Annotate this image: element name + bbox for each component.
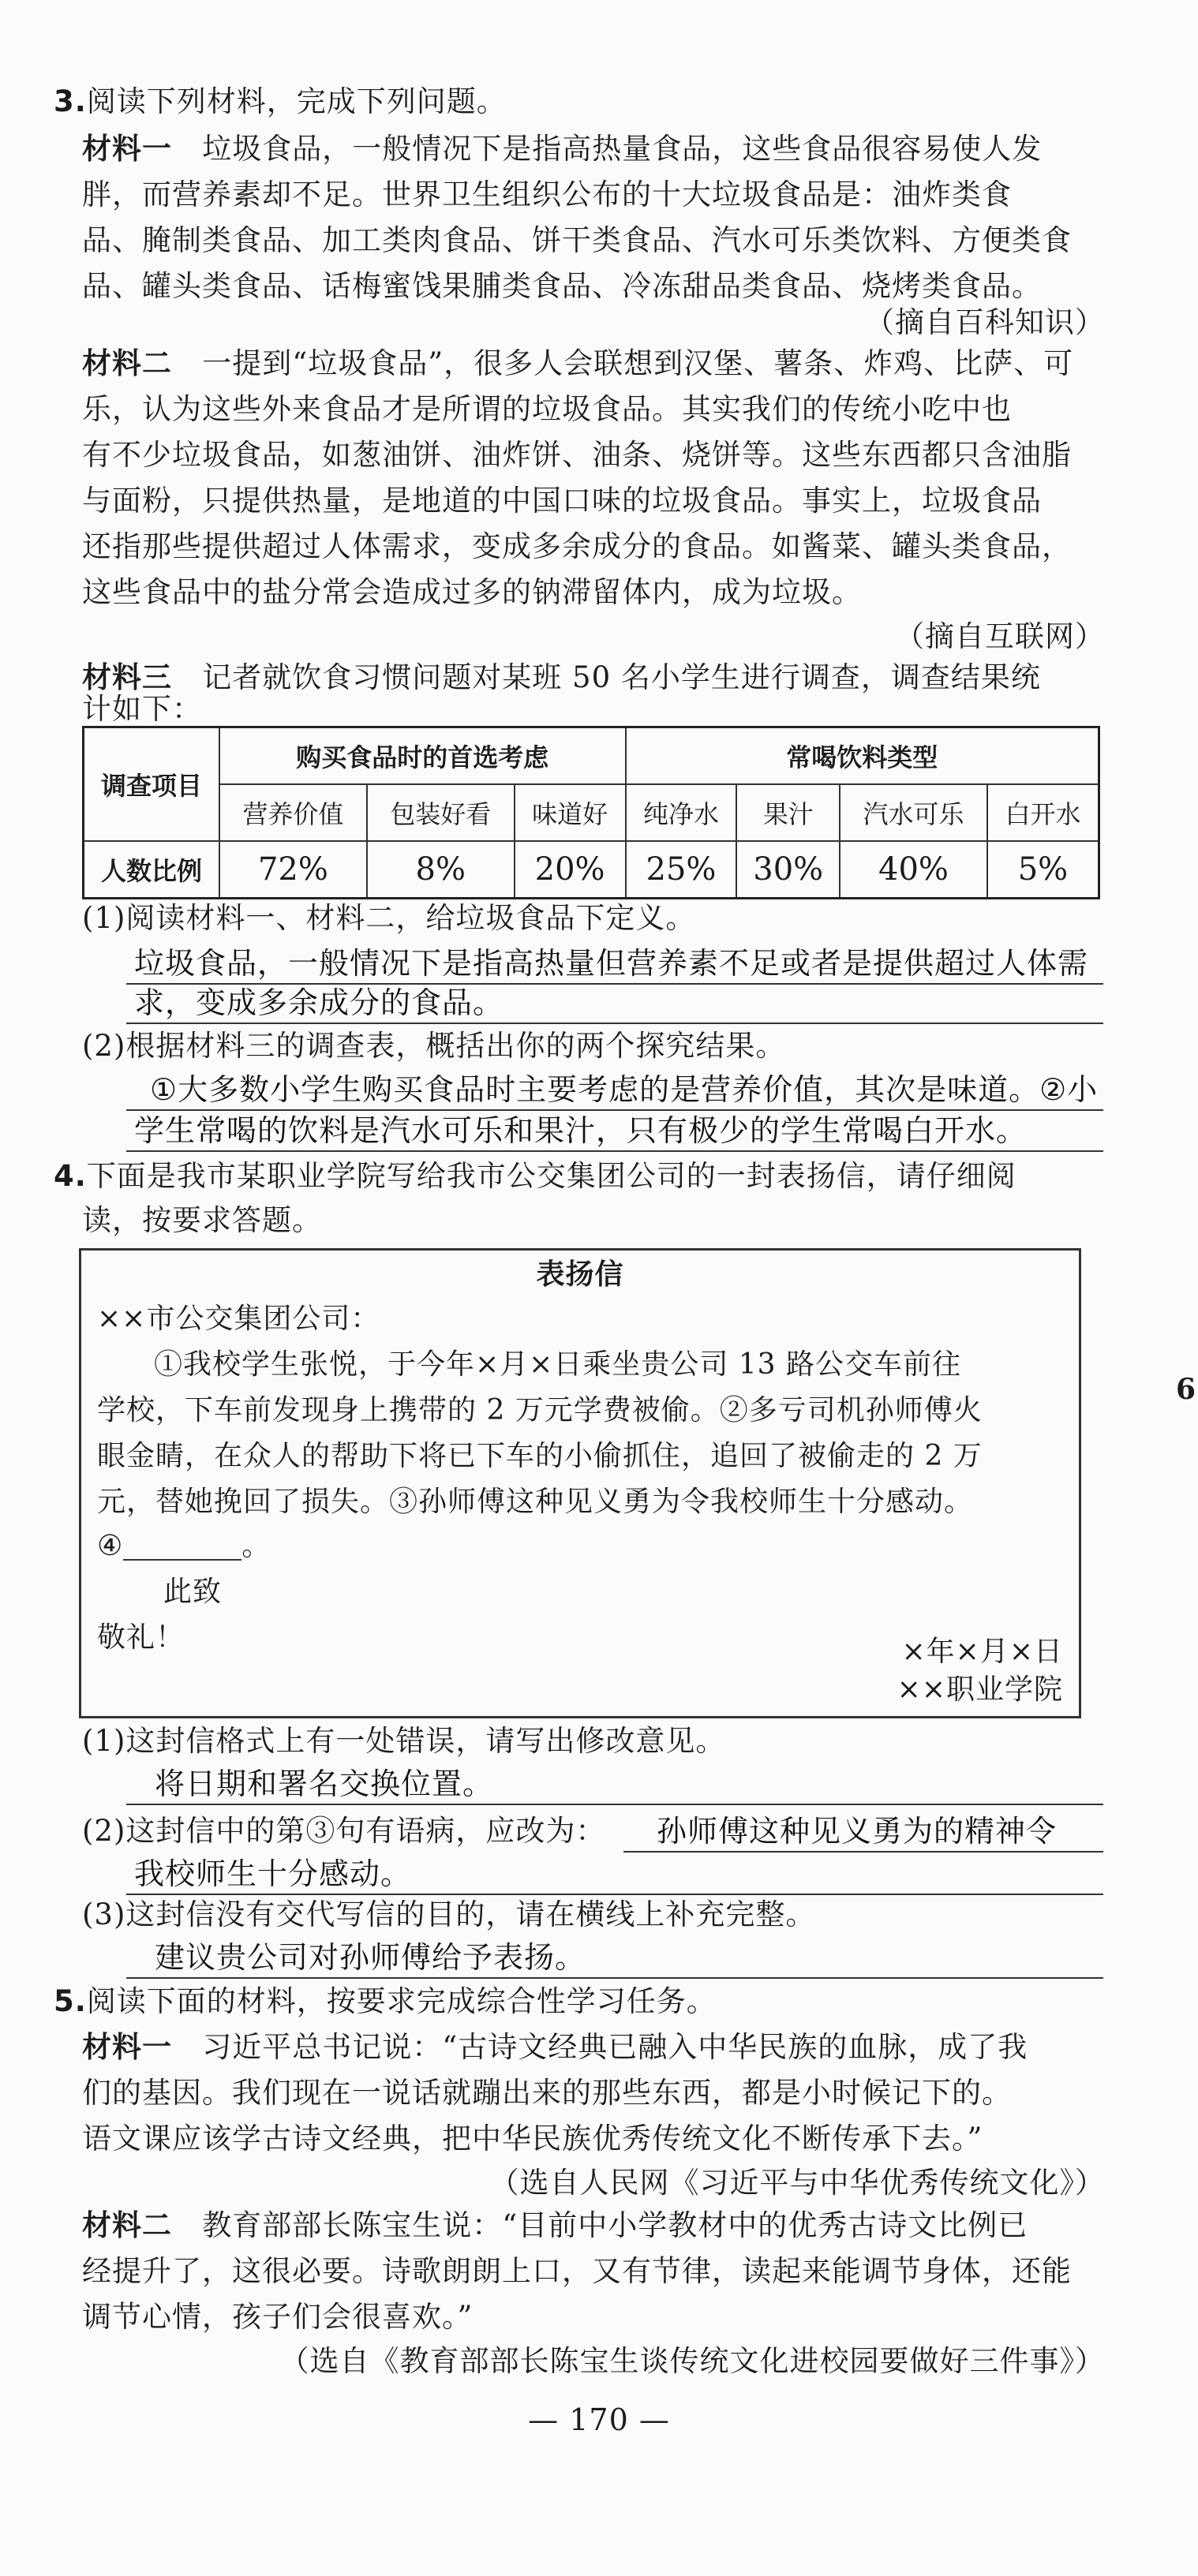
q5-material2-line-2: 经提升了，这很必要。诗歌朗朗上口，又有节律，读起来能调节身体，还能 [82,2254,1072,2288]
table-cell: 72% [219,841,367,899]
q3-material1-line-3: 品、腌制类食品、加工类肉食品、饼干类食品、汽水可乐类饮料、方便类食 [82,223,1072,257]
q3-material1-line-4: 品、罐头类食品、话梅蜜饯果脯类食品、冷冻甜品类食品、烧烤类食品。 [82,269,1042,303]
q3-material1-source: （摘自百科知识） [865,305,1105,339]
q3-material1-line-1: 材料一 垃圾食品，一般情况下是指高热量食品，这些食品很容易使人发 [82,132,1043,166]
table-cell: 25% [626,841,737,899]
q5-prompt: 阅读下面的材料，按要求完成综合性学习任务。 [86,1984,717,2018]
q3-sub2-answer-line-1: ①大多数小学生购买食品时主要考虑的是营养价值，其次是味道。②小 [150,1072,1099,1107]
q4-sub3-question: (3)这封信没有交代写信的目的，请在横线上补充完整。 [82,1897,816,1931]
table-cell: 30% [736,841,840,899]
answer-underline [126,1150,1103,1152]
q5-material1-line-3: 语文课应该学古诗文经典，把中华民族优秀传统文化不断传承下去。” [82,2122,983,2155]
table-cell: 40% [840,841,987,899]
q4-sub2-answer-line-1: 孙师傅这种见义勇为的精神令 [657,1814,1058,1849]
table-col-plain-water: 白开水 [987,784,1099,841]
q5-material2-label: 材料二 [82,2208,172,2242]
q3-sub2-question: (2)根据材料三的调查表，概括出你的两个探究结果。 [82,1029,786,1063]
table-col-taste: 味道好 [515,784,626,841]
survey-table [82,726,1100,899]
q3-number: 3. [54,84,87,118]
q3-material2-line-4: 与面粉，只提供热量，是地道的中国口味的垃圾食品。事实上，垃圾食品 [82,484,1042,518]
q3-material2-line-2: 乐，认为这些外来食品才是所谓的垃圾食品。其实我们的传统小吃中也 [82,392,1012,426]
letter-body-line-4: 元，替她挽回了损失。③孙师傅这种见义勇为令我校师生十分感动。 [97,1486,974,1518]
q3-material2-line-1: 材料二 一提到“垃圾食品”，很多人会联想到汉堡、薯条、炸鸡、比萨、可 [82,346,1074,380]
letter-body-line-1: ①我校学生张悦，于今年×月×日乘坐贵公司 13 路公交车前往 [154,1348,962,1381]
q5-material2-line-3: 调节心情，孩子们会很喜欢。” [82,2300,474,2334]
side-mark: 6 [1176,1373,1196,1406]
q3-material3-label: 材料三 [82,660,172,694]
q4-sub1-question: (1)这封信格式上有一处错误，请写出修改意见。 [82,1724,726,1758]
q3-sub2-answer-line-2: 学生常喝的饮料是汽水可乐和果汁，只有极少的学生常喝白开水。 [134,1113,1028,1148]
q4-sub2-answer-line-2: 我校师生十分感动。 [134,1856,412,1891]
q5-material1-line-2: 们的基因。我们现在一说话就蹦出来的那些东西，都是小时候记下的。 [82,2076,1012,2110]
letter-blank-line: ④ 。 [97,1530,271,1562]
table-group-food: 购买食品时的首选考虑 [219,727,626,785]
answer-underline [623,1851,1103,1853]
table-col-water: 纯净水 [626,784,737,841]
q5-material1-line-1: 材料一 习近平总书记说：“古诗文经典已融入中华民族的血脉，成了我 [82,2030,1028,2064]
q3-material2-line-5: 还指那些提供超过人体需求，变成多余成分的食品。如酱菜、罐头类食品， [82,529,1072,563]
q5-prompt-line [54,1979,717,2025]
table-col-packaging: 包装好看 [367,784,515,841]
answer-underline [126,1804,1103,1805]
q3-material2-line-3: 有不少垃圾食品，如葱油饼、油炸饼、油条、烧饼等。这些东西都只含油脂 [82,438,1072,472]
q5-number: 5. [54,1984,87,2018]
q4-number: 4. [54,1159,87,1193]
table-col-nutrition: 营养价值 [219,784,367,841]
q3-material3-line-1: 材料三 记者就饮食习惯问题对某班 50 名小学生进行调查，调查结果统 [82,660,1041,694]
letter-signer: ××职业学院 [897,1673,1063,1706]
q4-sub2-question: (2)这封信中的第③句有语病，应改为： [82,1814,606,1848]
q3-material3-line-2: 计如下： [82,692,202,726]
q5-material1-label: 材料一 [82,2030,172,2064]
q5-material2-source: （选自《教育部部长陈宝生谈传统文化进校园要做好三件事》） [279,2344,1105,2378]
q4-sub1-answer: 将日期和署名交换位置。 [155,1767,494,1801]
letter-date: ×年×月×日 [901,1636,1063,1668]
q3-material1-line-2: 胖，而营养素却不足。世界卫生组织公布的十大垃圾食品是：油炸类食 [82,178,1012,211]
table-cell: 8% [367,841,515,899]
table-cell: 5% [987,841,1099,899]
q3-material1-label: 材料一 [82,132,172,166]
q3-sub1-answer-line-2: 求，变成多余成分的食品。 [134,985,504,1020]
q5-material2-line-1: 材料二 教育部部长陈宝生说：“目前中小学教材中的优秀古诗文比例已 [82,2208,1028,2242]
table-col-juice: 果汁 [736,784,840,841]
letter-body-line-3: 眼金睛，在众人的帮助下将已下车的小偷抓住，追回了被偷走的 2 万 [97,1440,983,1472]
letter-salutation: ××市公交集团公司： [97,1303,380,1335]
q5-material1-source: （选自人民网《习近平与中华优秀传统文化》） [489,2166,1105,2200]
table-cell: 20% [515,841,626,899]
letter-title: 表扬信 [536,1258,624,1291]
letter-closing-2: 敬礼！ [97,1621,185,1654]
q3-material2-label: 材料二 [82,346,172,380]
letter-body-line-2: 学校，下车前发现身上携带的 2 万元学费被偷。②多亏司机孙师傅火 [97,1394,983,1426]
page-number: — 170 — [528,2402,670,2437]
table-row-header: 调查项目 [84,727,220,842]
q3-sub1-answer-line-1: 垃圾食品，一般情况下是指高热量但营养素不足或者是提供超过人体需 [134,946,1089,981]
table-col-soda: 汽水可乐 [840,784,987,841]
q3-material2-source: （摘自互联网） [895,619,1105,653]
q3-material2-line-6: 这些食品中的盐分常会造成过多的钠滞留体内，成为垃圾。 [82,575,862,609]
letter-closing-1: 此致 [163,1576,223,1608]
q4-prompt-line-1: 4.下面是我市某职业学院写给我市公交集团公司的一封表扬信，请仔细阅 [54,1159,1016,1193]
q4-prompt-line-2: 读，按要求答题。 [82,1203,322,1237]
q3-sub1-question: (1)阅读材料一、材料二，给垃圾食品下定义。 [82,901,696,935]
letter-blank [123,1535,241,1561]
q3-prompt: 阅读下列材料，完成下列问题。 [86,84,507,118]
table-row-label: 人数比例 [84,841,220,899]
q3-prompt-line [54,79,507,125]
q4-sub3-answer: 建议贵公司对孙师傅给予表扬。 [155,1940,586,1975]
table-group-drinks: 常喝饮料类型 [626,727,1099,785]
praise-letter-box [79,1248,1081,1718]
